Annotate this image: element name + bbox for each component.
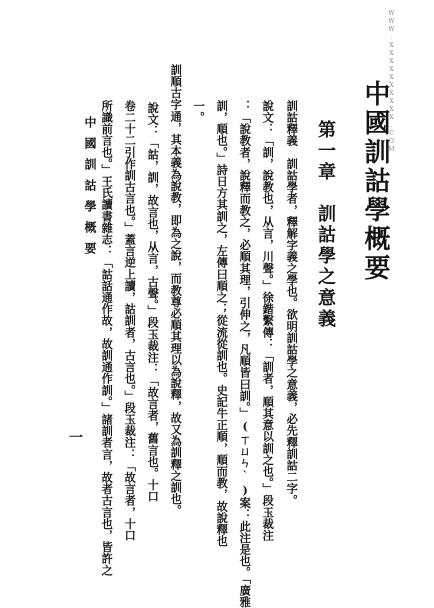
header-mark: WWW.XXXXXXXXXX.COM: [388, 10, 395, 154]
body-column: ：「說教者，說釋而教之，必順其理，引伸之，凡順皆曰訓。」(ㄒㄩㄣˋ)案：此注是也。「廣雅: [238, 100, 253, 608]
body-column: 訓順古字通，其本義為說教，即為之說，而教尊必順其理以為說釋，故又為訓釋之訓也。: [169, 64, 184, 517]
book-title: 中國訓詁學概要: [360, 80, 390, 283]
body-column: 卷二十二引作訓古言也。」蓋言逆上讀，詁訓者，古言也。」段玉裁注：「故言者，十口: [123, 100, 138, 542]
footer-book-title: 中國訓詁學概要: [83, 116, 97, 263]
body-column: 所識前言也。」王氏讀書雜志：「詁話通作故，故訓通作訓。」諸訓者言，故者古言也，皆許之: [100, 100, 115, 576]
chapter-heading: 第一章 訓詁學之意義: [315, 120, 336, 330]
body-column: 說文：「訓，說教也，从言，川聲。」徐鍇繫傳：「訓者，順其意以訓之也。」段玉裁注: [261, 100, 276, 542]
body-column: 說文：「詁，訓，故言也，从言，古聲。」段玉裁注：「故言者，舊言也。十口: [146, 102, 161, 503]
page-number: 一: [67, 430, 83, 444]
body-column: 訓詁釋義 訓詁學者，釋解字義之學也。欲明訓詁學之意義，必先釋訓詁二字。: [285, 100, 300, 506]
body-column: 一。: [192, 100, 207, 124]
body-column: 訓，順也。」詩日方其訓之，左傳曰順之；從流從訓也。史記牛正順，順而教，故說釋也: [215, 100, 230, 547]
